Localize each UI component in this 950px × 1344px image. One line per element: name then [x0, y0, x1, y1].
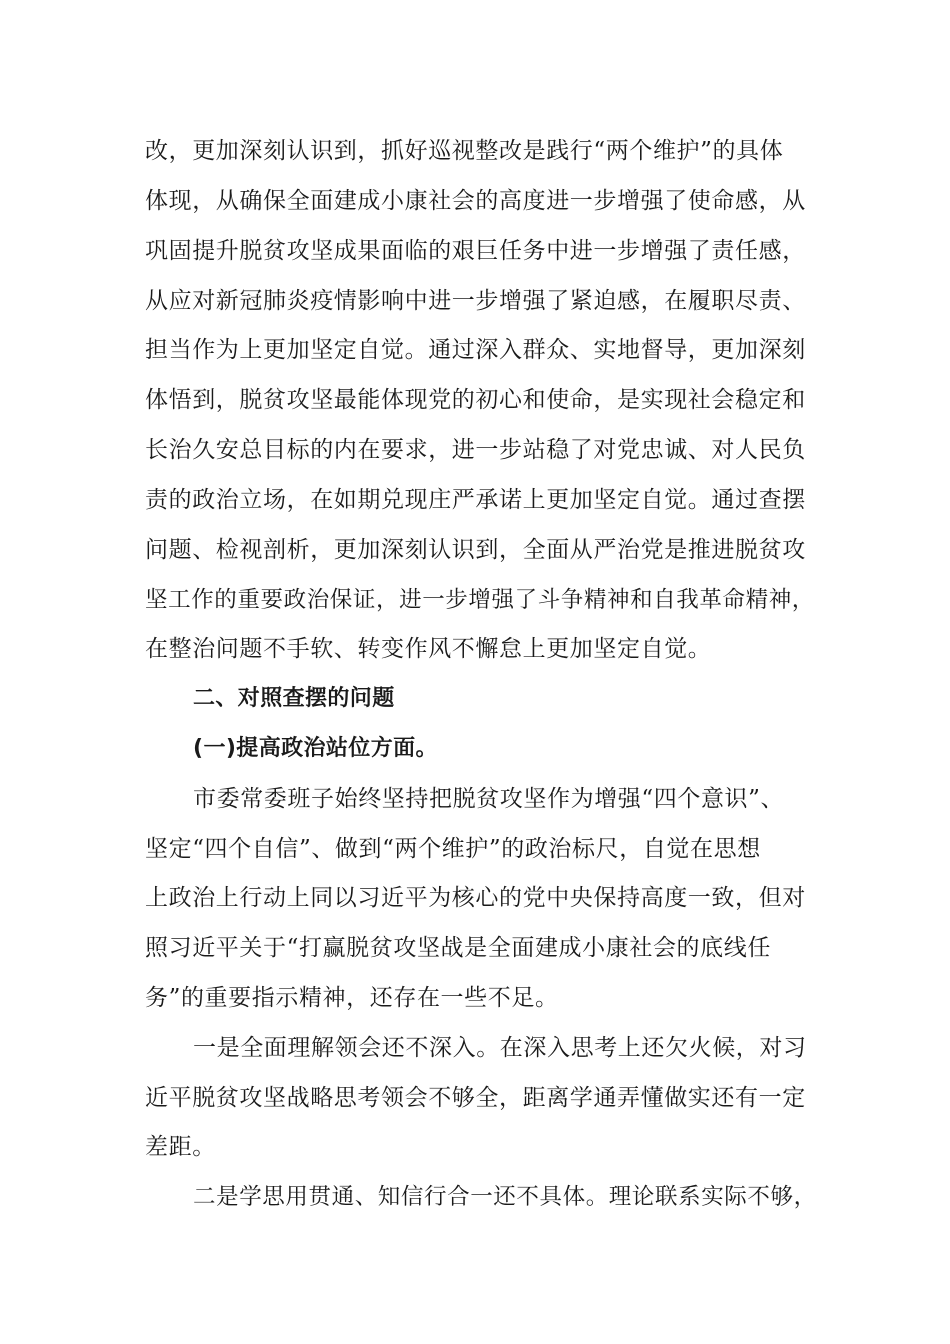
body-text-line: 问题、检视剖析，更加深刻认识到，全面从严治党是推进脱贫攻 — [145, 537, 806, 563]
body-text-line: 坚工作的重要政治保证，进一步增强了斗争精神和自我革命精神， — [145, 587, 815, 613]
body-text-line: 近平脱贫攻坚战略思考领会不够全，距离学通弄懂做实还有一定 — [145, 1085, 806, 1111]
body-text-line: 照习近平关于“打赢脱贫攻坚战是全面建成小康社会的底线任 — [145, 935, 771, 961]
body-text-line: 长治久安总目标的内在要求，进一步站稳了对党忠诚、对人民负 — [145, 437, 806, 463]
body-text-line: 巩固提升脱贫攻坚成果面临的艰巨任务中进一步增强了责任感， — [145, 238, 806, 264]
body-text-line: 务”的重要指示精神，还存在一些不足。 — [145, 985, 559, 1011]
body-text-line: 坚定“四个自信”、做到“两个维护”的政治标尺，自觉在思想 — [145, 836, 761, 862]
body-text-line: 从应对新冠肺炎疫情影响中进一步增强了紧迫感，在履职尽责、 — [145, 288, 806, 314]
body-text-line: 一是全面理解领会还不深入。在深入思考上还欠火候，对习 — [193, 1035, 807, 1061]
body-text-line: 体悟到，脱贫攻坚最能体现党的初心和使命，是实现社会稳定和 — [145, 387, 806, 413]
body-text-line: 在整治问题不手软、转变作风不懈怠上更加坚定自觉。 — [145, 636, 712, 662]
body-text-line: 差距。 — [145, 1134, 216, 1160]
body-text-line: 上政治上行动上同以习近平为核心的党中央保持高度一致，但对 — [145, 885, 806, 911]
body-text-line: 市委常委班子始终坚持把脱贫攻坚作为增强“四个意识”、 — [193, 786, 785, 812]
section-heading: 二、对照查摆的问题 — [193, 686, 395, 711]
body-text-line: 担当作为上更加坚定自觉。通过深入群众、实地督导，更加深刻 — [145, 337, 806, 363]
subsection-heading: (一)提高政治站位方面。 — [193, 736, 438, 761]
body-text-line: 二是学思用贯通、知信行合一还不具体。理论联系实际不够， — [193, 1184, 817, 1210]
body-text-line: 体现，从确保全面建成小康社会的高度进一步增强了使命感，从 — [145, 188, 806, 214]
body-text-line: 责的政治立场，在如期兑现庄严承诺上更加坚定自觉。通过查摆 — [145, 487, 806, 513]
body-text-line: 改，更加深刻认识到，抓好巡视整改是践行“两个维护”的具体 — [145, 138, 784, 164]
